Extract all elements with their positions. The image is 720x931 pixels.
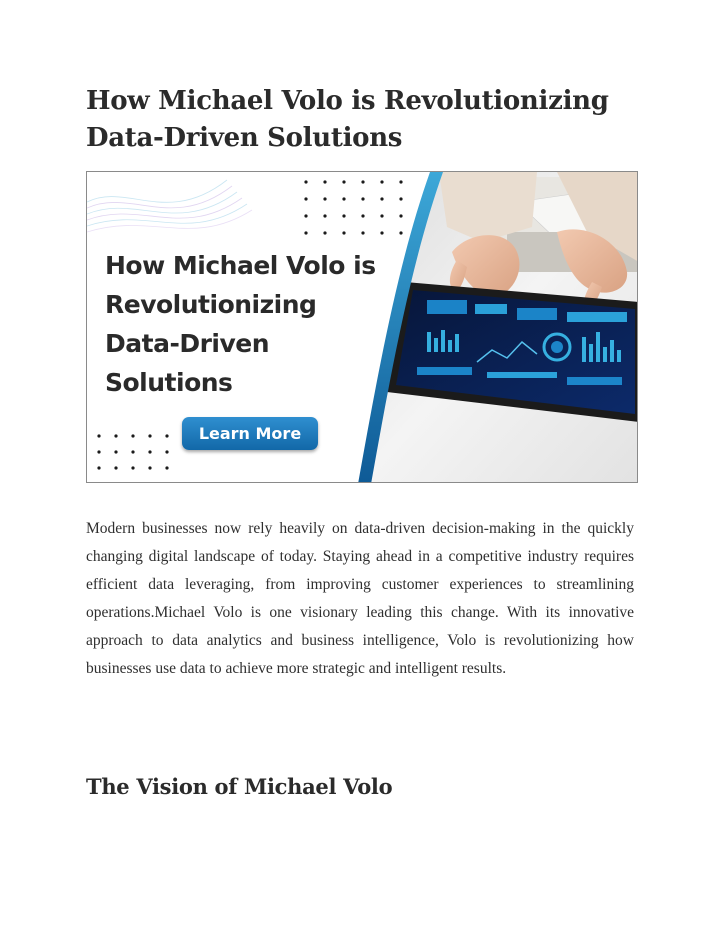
feature-banner-image [86, 171, 638, 483]
banner-heading-line: Revolutionizing [105, 290, 317, 319]
section-heading: The Vision of Michael Volo [86, 774, 393, 799]
dot-grid-bottom [97, 434, 168, 469]
wave-decoration [87, 180, 252, 232]
banner-heading-line: Solutions [105, 368, 233, 397]
page-title: How Michael Volo is Revolutionizing Data-Driven Solutions [86, 86, 609, 153]
banner-heading [105, 246, 405, 402]
learn-more-button[interactable]: Learn More [182, 417, 318, 450]
banner-heading-line: Data-Driven [105, 329, 270, 358]
dot-grid-top [304, 180, 402, 234]
intro-paragraph: Modern businesses now rely heavily on data-driven decision-making in the quickly changing digital landscape of today. Staying ahead in a competitive industry requires efficient data leveraging, from improving customer experiences to streamlining operations.Michael Volo is one visionary leading this change. With its innovative approach to data analytics and business intelligence, Volo is revolutionizing how businesses use data to achieve more strategic and intelligent results. [86, 520, 634, 677]
banner-heading-line: How Michael Volo is [105, 251, 376, 280]
